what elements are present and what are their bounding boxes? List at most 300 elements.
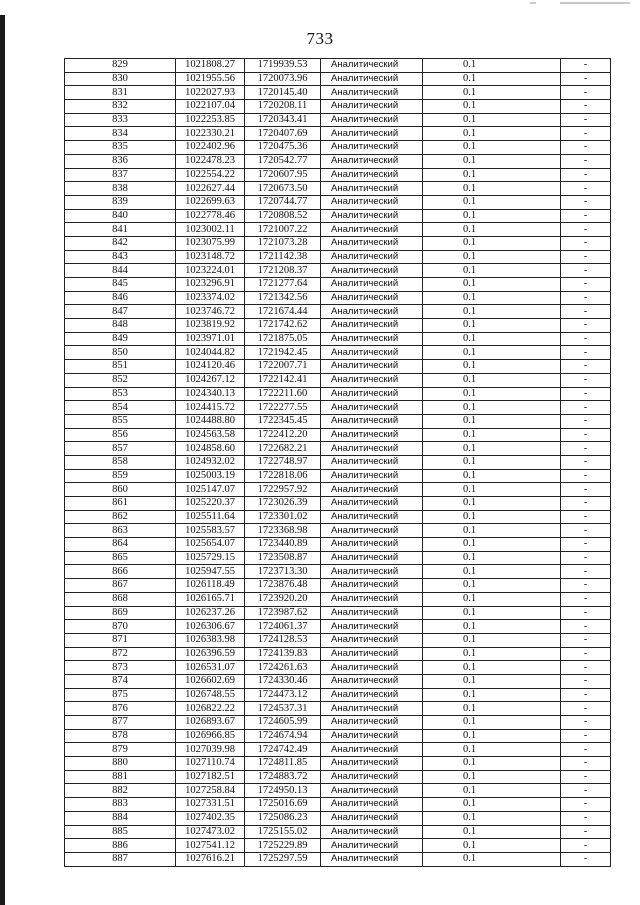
- method-cell: Аналитический: [321, 620, 423, 634]
- error-cell: 0.1: [423, 798, 561, 812]
- point-number-cell: 869: [65, 606, 176, 620]
- point-number-cell: 841: [65, 223, 176, 237]
- error-cell: 0.1: [423, 524, 561, 538]
- note-cell: -: [561, 565, 611, 579]
- method-cell: Аналитический: [321, 100, 423, 114]
- note-cell: -: [561, 757, 611, 771]
- error-cell: 0.1: [423, 209, 561, 223]
- point-number-cell: 873: [65, 661, 176, 675]
- note-cell: -: [561, 592, 611, 606]
- x-coordinate-cell: 1025729.15: [176, 551, 245, 565]
- method-cell: Аналитический: [321, 141, 423, 155]
- table-row: [65, 770, 611, 784]
- error-cell: 0.1: [423, 661, 561, 675]
- point-number-cell: 842: [65, 236, 176, 250]
- note-cell: -: [561, 455, 611, 469]
- y-coordinate-cell: 1724330.46: [245, 674, 321, 688]
- note-cell: -: [561, 414, 611, 428]
- point-number-cell: 831: [65, 86, 176, 100]
- table-row: [65, 592, 611, 606]
- error-cell: 0.1: [423, 674, 561, 688]
- note-cell: -: [561, 606, 611, 620]
- x-coordinate-cell: 1025220.37: [176, 497, 245, 511]
- note-cell: -: [561, 524, 611, 538]
- point-number-cell: 836: [65, 154, 176, 168]
- y-coordinate-cell: 1723713.30: [245, 565, 321, 579]
- x-coordinate-cell: 1025003.19: [176, 469, 245, 483]
- point-number-cell: 845: [65, 278, 176, 292]
- table-row: [65, 784, 611, 798]
- table-row: [65, 579, 611, 593]
- x-coordinate-cell: 1023224.01: [176, 264, 245, 278]
- table-row: [65, 688, 611, 702]
- y-coordinate-cell: 1721007.22: [245, 223, 321, 237]
- table-row: [65, 606, 611, 620]
- error-cell: 0.1: [423, 592, 561, 606]
- note-cell: -: [561, 223, 611, 237]
- note-cell: -: [561, 428, 611, 442]
- method-cell: Аналитический: [321, 469, 423, 483]
- method-cell: Аналитический: [321, 702, 423, 716]
- method-cell: Аналитический: [321, 647, 423, 661]
- y-coordinate-cell: 1724674.94: [245, 729, 321, 743]
- error-cell: 0.1: [423, 510, 561, 524]
- table-row: [65, 319, 611, 333]
- y-coordinate-cell: 1722345.45: [245, 414, 321, 428]
- x-coordinate-cell: 1025147.07: [176, 483, 245, 497]
- y-coordinate-cell: 1725016.69: [245, 798, 321, 812]
- method-cell: Аналитический: [321, 305, 423, 319]
- method-cell: Аналитический: [321, 839, 423, 853]
- y-coordinate-cell: 1722682.21: [245, 442, 321, 456]
- point-number-cell: 882: [65, 784, 176, 798]
- error-cell: 0.1: [423, 373, 561, 387]
- point-number-cell: 832: [65, 100, 176, 114]
- error-cell: 0.1: [423, 579, 561, 593]
- error-cell: 0.1: [423, 346, 561, 360]
- y-coordinate-cell: 1722211.60: [245, 387, 321, 401]
- method-cell: Аналитический: [321, 223, 423, 237]
- method-cell: Аналитический: [321, 401, 423, 415]
- y-coordinate-cell: 1724139.83: [245, 647, 321, 661]
- error-cell: 0.1: [423, 633, 561, 647]
- y-coordinate-cell: 1725155.02: [245, 825, 321, 839]
- y-coordinate-cell: 1720208.11: [245, 100, 321, 114]
- table-row: [65, 360, 611, 374]
- method-cell: Аналитический: [321, 360, 423, 374]
- error-cell: 0.1: [423, 620, 561, 634]
- y-coordinate-cell: 1724128.53: [245, 633, 321, 647]
- point-number-cell: 835: [65, 141, 176, 155]
- note-cell: -: [561, 387, 611, 401]
- note-cell: -: [561, 72, 611, 86]
- x-coordinate-cell: 1024858.60: [176, 442, 245, 456]
- point-number-cell: 837: [65, 168, 176, 182]
- table-row: [65, 86, 611, 100]
- x-coordinate-cell: 1027473.02: [176, 825, 245, 839]
- x-coordinate-cell: 1024340.13: [176, 387, 245, 401]
- method-cell: Аналитический: [321, 387, 423, 401]
- method-cell: Аналитический: [321, 278, 423, 292]
- y-coordinate-cell: 1721073.28: [245, 236, 321, 250]
- y-coordinate-cell: 1724811.85: [245, 757, 321, 771]
- point-number-cell: 848: [65, 319, 176, 333]
- method-cell: Аналитический: [321, 264, 423, 278]
- x-coordinate-cell: 1024563.58: [176, 428, 245, 442]
- point-number-cell: 879: [65, 743, 176, 757]
- method-cell: Аналитический: [321, 373, 423, 387]
- error-cell: 0.1: [423, 278, 561, 292]
- note-cell: -: [561, 127, 611, 141]
- note-cell: -: [561, 86, 611, 100]
- error-cell: 0.1: [423, 852, 561, 866]
- point-number-cell: 846: [65, 291, 176, 305]
- method-cell: Аналитический: [321, 770, 423, 784]
- y-coordinate-cell: 1723876.48: [245, 579, 321, 593]
- y-coordinate-cell: 1723508.87: [245, 551, 321, 565]
- method-cell: Аналитический: [321, 538, 423, 552]
- error-cell: 0.1: [423, 100, 561, 114]
- table-row: [65, 702, 611, 716]
- x-coordinate-cell: 1026602.69: [176, 674, 245, 688]
- table-row: [65, 852, 611, 866]
- method-cell: Аналитический: [321, 592, 423, 606]
- table-row: [65, 223, 611, 237]
- error-cell: 0.1: [423, 784, 561, 798]
- x-coordinate-cell: 1026118.49: [176, 579, 245, 593]
- x-coordinate-cell: 1022478.23: [176, 154, 245, 168]
- point-number-cell: 830: [65, 72, 176, 86]
- table-row: [65, 483, 611, 497]
- x-coordinate-cell: 1024932.02: [176, 455, 245, 469]
- point-number-cell: 880: [65, 757, 176, 771]
- y-coordinate-cell: 1719939.53: [245, 59, 321, 73]
- note-cell: -: [561, 716, 611, 730]
- x-coordinate-cell: 1022627.44: [176, 182, 245, 196]
- x-coordinate-cell: 1022554.22: [176, 168, 245, 182]
- point-number-cell: 860: [65, 483, 176, 497]
- table-row: [65, 538, 611, 552]
- point-number-cell: 863: [65, 524, 176, 538]
- method-cell: Аналитический: [321, 743, 423, 757]
- table-row: [65, 811, 611, 825]
- table-row: [65, 757, 611, 771]
- y-coordinate-cell: 1720744.77: [245, 195, 321, 209]
- x-coordinate-cell: 1023075.99: [176, 236, 245, 250]
- note-cell: -: [561, 250, 611, 264]
- method-cell: Аналитический: [321, 182, 423, 196]
- error-cell: 0.1: [423, 428, 561, 442]
- method-cell: Аналитический: [321, 784, 423, 798]
- error-cell: 0.1: [423, 839, 561, 853]
- point-number-cell: 829: [65, 59, 176, 73]
- method-cell: Аналитический: [321, 825, 423, 839]
- method-cell: Аналитический: [321, 346, 423, 360]
- table-row: [65, 729, 611, 743]
- note-cell: -: [561, 784, 611, 798]
- y-coordinate-cell: 1720475.36: [245, 141, 321, 155]
- y-coordinate-cell: 1721208.37: [245, 264, 321, 278]
- x-coordinate-cell: 1021808.27: [176, 59, 245, 73]
- x-coordinate-cell: 1026237.26: [176, 606, 245, 620]
- x-coordinate-cell: 1023819.92: [176, 319, 245, 333]
- note-cell: -: [561, 551, 611, 565]
- error-cell: 0.1: [423, 113, 561, 127]
- method-cell: Аналитический: [321, 729, 423, 743]
- note-cell: -: [561, 839, 611, 853]
- x-coordinate-cell: 1023002.11: [176, 223, 245, 237]
- x-coordinate-cell: 1022778.46: [176, 209, 245, 223]
- point-number-cell: 886: [65, 839, 176, 853]
- table-row: [65, 442, 611, 456]
- error-cell: 0.1: [423, 469, 561, 483]
- method-cell: Аналитический: [321, 852, 423, 866]
- table-row: [65, 113, 611, 127]
- table-row: [65, 100, 611, 114]
- point-number-cell: 852: [65, 373, 176, 387]
- scan-top-marks: [460, 0, 640, 8]
- x-coordinate-cell: 1026165.71: [176, 592, 245, 606]
- x-coordinate-cell: 1022253.85: [176, 113, 245, 127]
- error-cell: 0.1: [423, 223, 561, 237]
- y-coordinate-cell: 1720607.95: [245, 168, 321, 182]
- note-cell: -: [561, 154, 611, 168]
- note-cell: -: [561, 373, 611, 387]
- error-cell: 0.1: [423, 757, 561, 771]
- method-cell: Аналитический: [321, 688, 423, 702]
- table-row: [65, 716, 611, 730]
- method-cell: Аналитический: [321, 811, 423, 825]
- note-cell: -: [561, 729, 611, 743]
- y-coordinate-cell: 1723301.02: [245, 510, 321, 524]
- y-coordinate-cell: 1723440.89: [245, 538, 321, 552]
- y-coordinate-cell: 1722142.41: [245, 373, 321, 387]
- x-coordinate-cell: 1022107.04: [176, 100, 245, 114]
- note-cell: -: [561, 291, 611, 305]
- error-cell: 0.1: [423, 702, 561, 716]
- point-number-cell: 862: [65, 510, 176, 524]
- x-coordinate-cell: 1025654.07: [176, 538, 245, 552]
- x-coordinate-cell: 1021955.56: [176, 72, 245, 86]
- y-coordinate-cell: 1721674.44: [245, 305, 321, 319]
- method-cell: Аналитический: [321, 59, 423, 73]
- method-cell: Аналитический: [321, 483, 423, 497]
- x-coordinate-cell: 1024415.72: [176, 401, 245, 415]
- coordinates-table: [64, 58, 611, 867]
- point-number-cell: 866: [65, 565, 176, 579]
- error-cell: 0.1: [423, 716, 561, 730]
- error-cell: 0.1: [423, 811, 561, 825]
- note-cell: -: [561, 332, 611, 346]
- table-row: [65, 264, 611, 278]
- note-cell: -: [561, 236, 611, 250]
- point-number-cell: 868: [65, 592, 176, 606]
- method-cell: Аналитический: [321, 442, 423, 456]
- y-coordinate-cell: 1721142.38: [245, 250, 321, 264]
- note-cell: -: [561, 743, 611, 757]
- error-cell: 0.1: [423, 770, 561, 784]
- point-number-cell: 839: [65, 195, 176, 209]
- y-coordinate-cell: 1720145.40: [245, 86, 321, 100]
- note-cell: -: [561, 852, 611, 866]
- x-coordinate-cell: 1024120.46: [176, 360, 245, 374]
- note-cell: -: [561, 278, 611, 292]
- error-cell: 0.1: [423, 414, 561, 428]
- table-row: [65, 428, 611, 442]
- method-cell: Аналитический: [321, 154, 423, 168]
- method-cell: Аналитический: [321, 524, 423, 538]
- error-cell: 0.1: [423, 154, 561, 168]
- point-number-cell: 840: [65, 209, 176, 223]
- table-row: [65, 839, 611, 853]
- point-number-cell: 881: [65, 770, 176, 784]
- point-number-cell: 853: [65, 387, 176, 401]
- point-number-cell: 834: [65, 127, 176, 141]
- note-cell: -: [561, 209, 611, 223]
- y-coordinate-cell: 1724261.63: [245, 661, 321, 675]
- point-number-cell: 871: [65, 633, 176, 647]
- point-number-cell: 859: [65, 469, 176, 483]
- error-cell: 0.1: [423, 319, 561, 333]
- method-cell: Аналитический: [321, 674, 423, 688]
- x-coordinate-cell: 1023148.72: [176, 250, 245, 264]
- y-coordinate-cell: 1720407.69: [245, 127, 321, 141]
- y-coordinate-cell: 1724061.37: [245, 620, 321, 634]
- x-coordinate-cell: 1025947.55: [176, 565, 245, 579]
- point-number-cell: 875: [65, 688, 176, 702]
- x-coordinate-cell: 1022699.63: [176, 195, 245, 209]
- note-cell: -: [561, 360, 611, 374]
- table-row: [65, 373, 611, 387]
- x-coordinate-cell: 1026531.07: [176, 661, 245, 675]
- x-coordinate-cell: 1023296.91: [176, 278, 245, 292]
- table-row: [65, 168, 611, 182]
- table-row: [65, 127, 611, 141]
- table-row: [65, 59, 611, 73]
- note-cell: -: [561, 264, 611, 278]
- point-number-cell: 887: [65, 852, 176, 866]
- y-coordinate-cell: 1723987.62: [245, 606, 321, 620]
- note-cell: -: [561, 113, 611, 127]
- note-cell: -: [561, 305, 611, 319]
- method-cell: Аналитический: [321, 579, 423, 593]
- x-coordinate-cell: 1023971.01: [176, 332, 245, 346]
- point-number-cell: 870: [65, 620, 176, 634]
- point-number-cell: 858: [65, 455, 176, 469]
- x-coordinate-cell: 1024488.80: [176, 414, 245, 428]
- point-number-cell: 865: [65, 551, 176, 565]
- y-coordinate-cell: 1722957.92: [245, 483, 321, 497]
- note-cell: -: [561, 702, 611, 716]
- table-row: [65, 469, 611, 483]
- error-cell: 0.1: [423, 551, 561, 565]
- x-coordinate-cell: 1027039.98: [176, 743, 245, 757]
- x-coordinate-cell: 1026966.85: [176, 729, 245, 743]
- note-cell: -: [561, 497, 611, 511]
- x-coordinate-cell: 1027616.21: [176, 852, 245, 866]
- x-coordinate-cell: 1024267.12: [176, 373, 245, 387]
- note-cell: -: [561, 100, 611, 114]
- note-cell: -: [561, 346, 611, 360]
- method-cell: Аналитический: [321, 551, 423, 565]
- table-row: [65, 401, 611, 415]
- scan-left-edge: [0, 15, 5, 905]
- method-cell: Аналитический: [321, 661, 423, 675]
- x-coordinate-cell: 1026748.55: [176, 688, 245, 702]
- method-cell: Аналитический: [321, 414, 423, 428]
- x-coordinate-cell: 1026306.67: [176, 620, 245, 634]
- error-cell: 0.1: [423, 538, 561, 552]
- point-number-cell: 874: [65, 674, 176, 688]
- table-row: [65, 154, 611, 168]
- note-cell: -: [561, 825, 611, 839]
- error-cell: 0.1: [423, 291, 561, 305]
- point-number-cell: 838: [65, 182, 176, 196]
- y-coordinate-cell: 1720073.96: [245, 72, 321, 86]
- method-cell: Аналитический: [321, 250, 423, 264]
- method-cell: Аналитический: [321, 236, 423, 250]
- table-row: [65, 305, 611, 319]
- note-cell: -: [561, 538, 611, 552]
- table-row: [65, 647, 611, 661]
- point-number-cell: 855: [65, 414, 176, 428]
- table-row: [65, 455, 611, 469]
- table-row: [65, 798, 611, 812]
- point-number-cell: 850: [65, 346, 176, 360]
- table-row: [65, 291, 611, 305]
- x-coordinate-cell: 1026396.59: [176, 647, 245, 661]
- error-cell: 0.1: [423, 688, 561, 702]
- x-coordinate-cell: 1027402.35: [176, 811, 245, 825]
- y-coordinate-cell: 1720343.41: [245, 113, 321, 127]
- point-number-cell: 876: [65, 702, 176, 716]
- y-coordinate-cell: 1720808.52: [245, 209, 321, 223]
- method-cell: Аналитический: [321, 757, 423, 771]
- table-row: [65, 141, 611, 155]
- x-coordinate-cell: 1026383.98: [176, 633, 245, 647]
- error-cell: 0.1: [423, 360, 561, 374]
- table-row: [65, 633, 611, 647]
- point-number-cell: 884: [65, 811, 176, 825]
- point-number-cell: 885: [65, 825, 176, 839]
- method-cell: Аналитический: [321, 716, 423, 730]
- error-cell: 0.1: [423, 455, 561, 469]
- table-row: [65, 497, 611, 511]
- note-cell: -: [561, 510, 611, 524]
- note-cell: -: [561, 319, 611, 333]
- error-cell: 0.1: [423, 264, 561, 278]
- error-cell: 0.1: [423, 236, 561, 250]
- y-coordinate-cell: 1725229.89: [245, 839, 321, 853]
- note-cell: -: [561, 579, 611, 593]
- table-row: [65, 195, 611, 209]
- table-row: [65, 674, 611, 688]
- method-cell: Аналитический: [321, 798, 423, 812]
- method-cell: Аналитический: [321, 497, 423, 511]
- table-row: [65, 182, 611, 196]
- point-number-cell: 857: [65, 442, 176, 456]
- x-coordinate-cell: 1025511.64: [176, 510, 245, 524]
- x-coordinate-cell: 1022330.21: [176, 127, 245, 141]
- y-coordinate-cell: 1721875.05: [245, 332, 321, 346]
- x-coordinate-cell: 1024044.82: [176, 346, 245, 360]
- error-cell: 0.1: [423, 387, 561, 401]
- y-coordinate-cell: 1724537.31: [245, 702, 321, 716]
- method-cell: Аналитический: [321, 455, 423, 469]
- note-cell: -: [561, 483, 611, 497]
- x-coordinate-cell: 1023746.72: [176, 305, 245, 319]
- table-row: [65, 278, 611, 292]
